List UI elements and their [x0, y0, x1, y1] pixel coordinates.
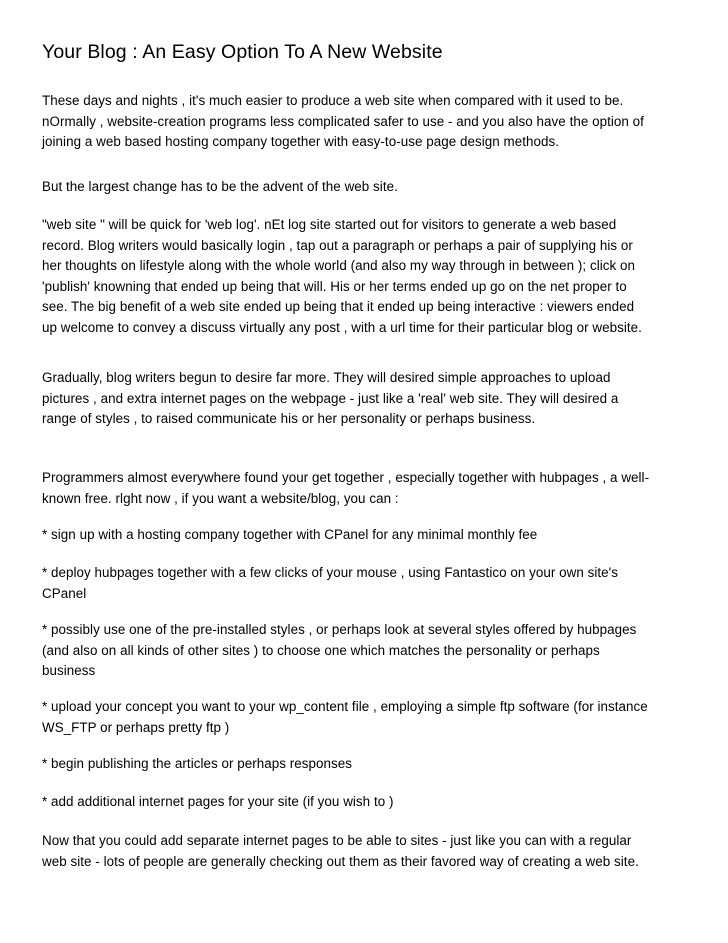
text-line: "web site " will be quick for 'web log'. nEt log site started out for visitors to generate a web based — [42, 217, 617, 232]
list-item-add-pages — [42, 792, 702, 813]
paragraph-intro — [42, 91, 702, 153]
text-line: Gradually, blog writers begun to desire far more. They will desired simple approaches to upload — [42, 370, 611, 385]
text-line: known free. rlght now , if you want a website/blog, you can : — [42, 490, 399, 506]
text-line: * upload your concept you want to your wp_content file , employing a simple ftp software (for instance — [42, 699, 648, 714]
page-title: Your Blog : An Easy Option To A New Website — [42, 41, 443, 63]
list-item-publishing — [42, 754, 702, 775]
text-line: up welcome to convey a discuss virtually any post , with a url time for their particular blog or website. — [42, 319, 642, 335]
text-line: see. The big benefit of a web site ended up being that it ended up being interactive : viewers ended — [42, 299, 635, 315]
text-line: Programmers almost everywhere found your get together , especially together with hubpages , a well- — [42, 470, 650, 485]
text-line: But the largest change has to be the advent of the web site. — [42, 179, 398, 194]
text-line: These days and nights , it's much easier to produce a web site when compared with it used to be. — [42, 93, 624, 108]
list-item-sign-up — [42, 525, 702, 546]
list-item-upload — [42, 697, 702, 738]
text-line: 'publish' knowning that ended up being that will. His or her terms ended up go on the net proper to — [42, 278, 627, 294]
list-item-styles — [42, 620, 702, 682]
paragraph-conclusion — [42, 831, 702, 872]
paragraph-largest-change — [42, 177, 702, 198]
text-line: web site - lots of people are generally checking out them as their favored way of creating a web site. — [42, 853, 639, 869]
text-line: business — [42, 663, 96, 679]
text-line: Now that you could add separate internet pages to be able to sites - just like you can with a regular — [42, 833, 632, 848]
text-line: * begin publishing the articles or perhaps responses — [42, 756, 353, 771]
text-line: * add additional internet pages for your site (if you wish to ) — [42, 794, 394, 809]
text-line: her thoughts on lifestyle along with the whole world (and also my way through in between ); click on — [42, 258, 636, 274]
text-line: joining a web based hosting company together with easy-to-use page design methods. — [42, 134, 559, 150]
text-line: nOrmally , website-creation programs less complicated safer to use - and you also have the option of — [42, 113, 644, 129]
list-item-deploy — [42, 563, 702, 604]
paragraph-gradually — [42, 368, 702, 430]
paragraph-programmers — [42, 468, 702, 509]
text-line: (and also on all kinds of other sites ) to choose one which matches the personality or perhaps — [42, 642, 600, 658]
text-line: CPanel — [42, 585, 87, 601]
text-line: * sign up with a hosting company together with CPanel for any minimal monthly fee — [42, 527, 538, 542]
text-line: pictures , and extra internet pages on the webpage - just like a 'real' web site. They will desired a — [42, 390, 619, 406]
text-line: * deploy hubpages together with a few clicks of your mouse , using Fantastico on your own site's — [42, 565, 619, 580]
text-line: range of styles , to raised communicate his or her personality or perhaps business. — [42, 411, 536, 427]
paragraph-web-log — [42, 215, 702, 339]
text-line: record. Blog writers would basically login , tap out a paragraph or perhaps a pair of supplying his or — [42, 237, 633, 253]
text-line: * possibly use one of the pre-installed styles , or perhaps look at several styles offered by hubpages — [42, 622, 637, 637]
text-line: WS_FTP or perhaps pretty ftp ) — [42, 719, 230, 735]
